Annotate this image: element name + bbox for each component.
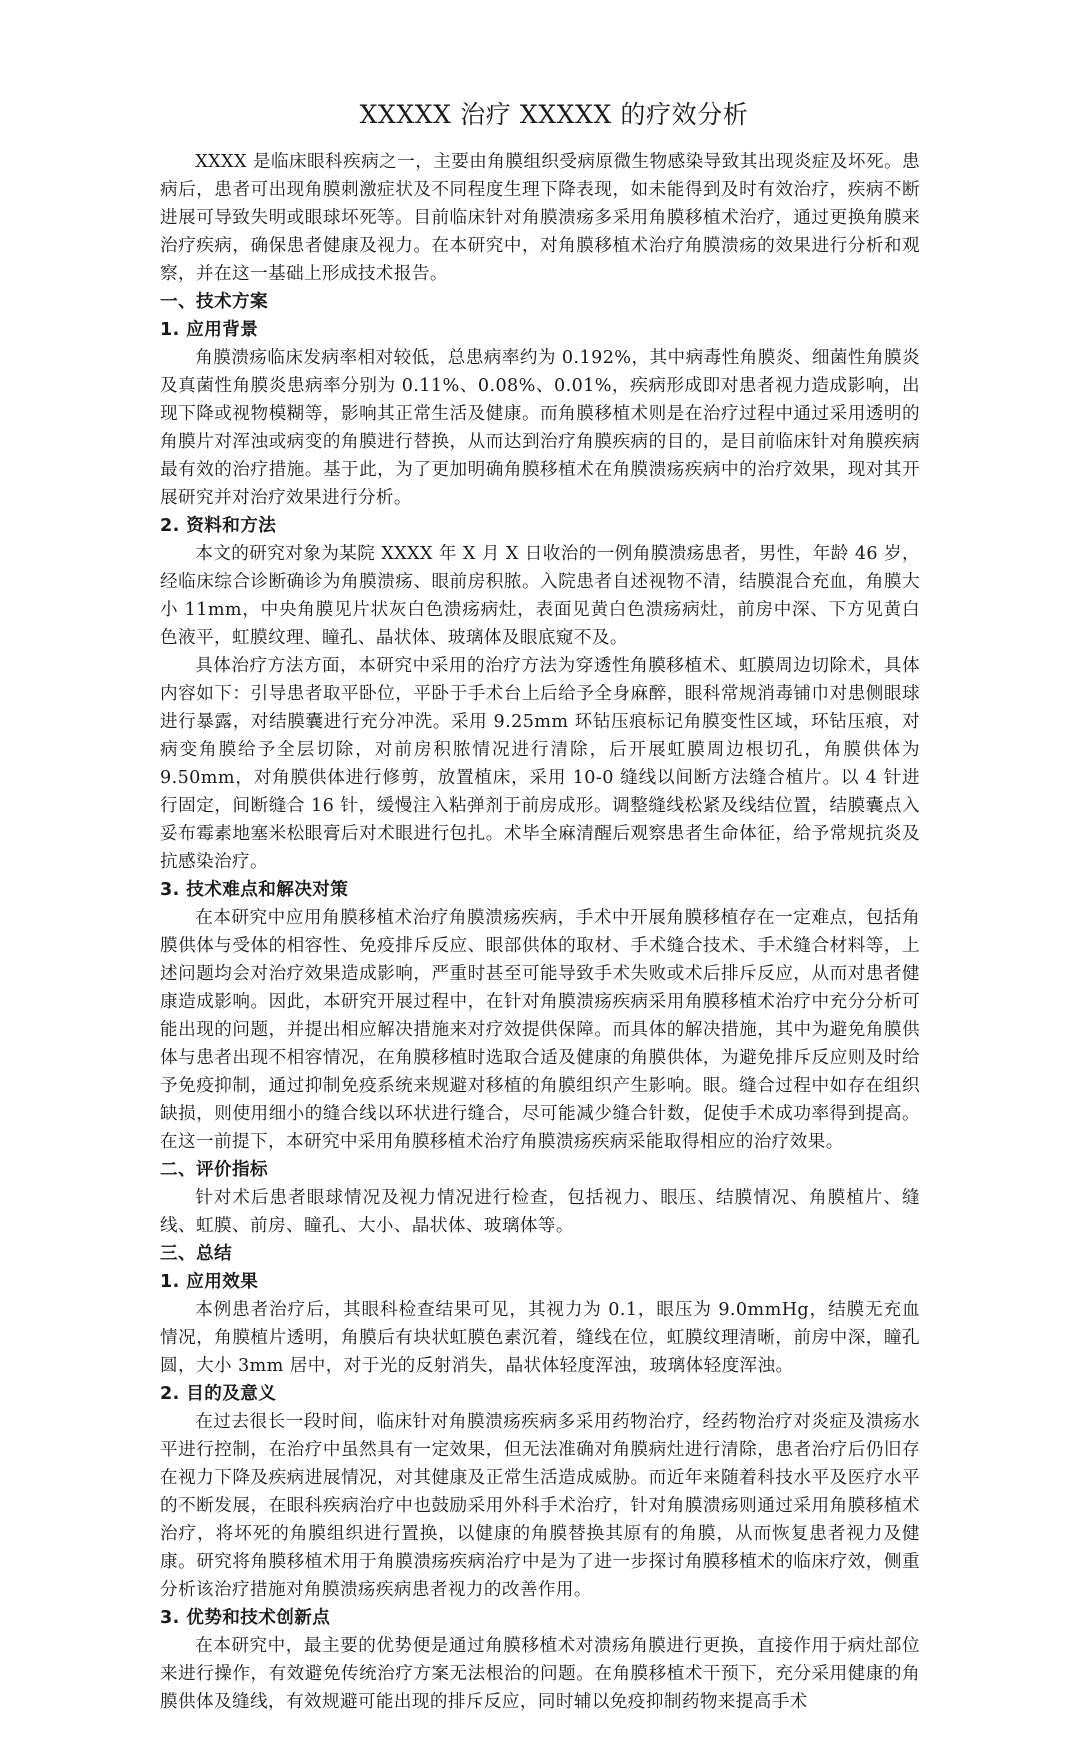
subheading-materials-methods: 2. 资料和方法 xyxy=(160,516,277,536)
subheading-purpose: 2. 目的及意义 xyxy=(160,1384,277,1404)
subheading-effect: 1. 应用效果 xyxy=(160,1272,259,1292)
intro-paragraph: XXXX 是临床眼科疾病之一，主要由角膜组织受病原微生物感染导致其出现炎症及坏死。患病后，患者可出现角膜刺激症状及不同程度生理下降表现，如未能得到及时有效治疗，疾病不断进展可导致失明或眼球坏死等。目前临床针对角膜溃疡多采用角膜移植术治疗，通过更换角膜来治疗疾病，确保患者健康及视力。在本研究中，对角膜移植术治疗角膜溃疡的效果进行分析和观察，并在这一基础上形成技术报告。 xyxy=(160,152,920,284)
paragraph-difficulties: 在本研究中应用角膜移植术治疗角膜溃疡疾病，手术中开展角膜移植存在一定难点，包括角膜供体与受体的相容性、免疫排斥反应、眼部供体的取材、手术缝合技术、手术缝合材料等，上述问题均会对治疗效果造成影响，严重时甚至可能导致手术失败或术后排斥反应，从而对患者健康造成影响。因此，本研究开展过程中，在针对角膜溃疡疾病采用角膜移植术治疗中充分分析可能出现的问题，并提出相应解决措施来对疗效提供保障。而具体的解决措施，其中为避免角膜供体与患者出现不相容情况，在角膜移植时选取合适及健康的角膜供体，为避免排斥反应则及时给予免疫抑制，通过抑制免疫系统来规避对移植的角膜组织产生影响。眼。缝合过程中如存在组织缺损，则使用细小的缝合线以环状进行缝合，尽可能减少缝合针数，促使手术成功率得到提高。在这一前提下，本研究中采用角膜移植术治疗角膜溃疡疾病采能取得相应的治疗效果。 xyxy=(160,908,920,1152)
section-heading-technical-plan: 一、技术方案 xyxy=(160,292,268,312)
paragraph-advantages: 在本研究中，最主要的优势便是通过角膜移植术对溃疡角膜进行更换，直接作用于病灶部位来进行操作，有效避免传统治疗方案无法根治的问题。在角膜移植术干预下，充分采用健康的角膜供体及缝线，有效规避可能出现的排斥反应，同时辅以免疫抑制药物来提高手术 xyxy=(160,1636,920,1712)
paragraph-treatment-method: 具体治疗方法方面，本研究中采用的治疗方法为穿透性角膜移植术、虹膜周边切除术，具体内容如下：引导患者取平卧位，平卧于手术台上后给予全身麻醉，眼科常规消毒铺巾对患侧眼球进行暴露，对结膜囊进行充分冲洗。采用 9.25mm 环钻压痕标记角膜变性区域，环钻压痕，对病变角膜给予全层切除，对前房积脓情况进行清除，后开展虹膜周边根切孔，角膜供体为 9.50mm，对角膜供体进行修剪，放置植床，采用 10-0 缝线以间断方法缝合植片。以 4 针进行固定，间断缝合 16 针，缓慢注入粘弹剂于前房成形。调整缝线松紧及线结位置，结膜囊点入妥布霉素地塞米松眼膏后对术眼进行包扎。术毕全麻清醒后观察患者生命体征，给予常规抗炎及抗感染治疗。 xyxy=(160,656,920,872)
paragraph-background: 角膜溃疡临床发病率相对较低，总患病率约为 0.192%，其中病毒性角膜炎、细菌性角膜炎及真菌性角膜炎患病率分别为 0.11%、0.08%、0.01%，疾病形成即对患者视力造成影响，出现下降或视物模糊等，影响其正常生活及健康。而角膜移植术则是在治疗过程中通过采用透明的角膜片对浑浊或病变的角膜进行替换，从而达到治疗角膜疾病的目的，是目前临床针对角膜疾病最有效的治疗措施。基于此，为了更加明确角膜移植术在角膜溃疡疾病中的治疗效果，现对其开展研究并对治疗效果进行分析。 xyxy=(160,348,920,508)
paragraph-patient: 本文的研究对象为某院 XXXX 年 X 月 X 日收治的一例角膜溃疡患者，男性，年龄 46 岁，经临床综合诊断确诊为角膜溃疡、眼前房积脓。入院患者自述视物不清，结膜混合充血，角膜大小 11mm，中央角膜见片状灰白色溃疡病灶，表面见黄白色溃疡病灶，前房中深、下方见黄白色液平，虹膜纹理、瞳孔、晶状体、玻璃体及眼底窥不及。 xyxy=(160,544,920,648)
document-title: XXXXX 治疗 XXXXX 的疗效分析 xyxy=(359,100,749,129)
paragraph-evaluation: 针对术后患者眼球情况及视力情况进行检查，包括视力、眼压、结膜情况、角膜植片、缝线、虹膜、前房、瞳孔、大小、晶状体、玻璃体等。 xyxy=(160,1188,920,1236)
paragraph-effect: 本例患者治疗后，其眼科检查结果可见，其视力为 0.1，眼压为 9.0mmHg，结膜无充血情况，角膜植片透明，角膜后有块状虹膜色素沉着，缝线在位，虹膜纹理清晰，前房中深，瞳孔圆，大小 3mm 居中，对于光的反射消失，晶状体轻度浑浊，玻璃体轻度浑浊。 xyxy=(160,1300,920,1376)
paragraph-purpose: 在过去很长一段时间，临床针对角膜溃疡疾病多采用药物治疗，经药物治疗对炎症及溃疡水平进行控制，在治疗中虽然具有一定效果，但无法准确对角膜病灶进行清除，患者治疗后仍旧存在视力下降及疾病进展情况，对其健康及正常生活造成威胁。而近年来随着科技水平及医疗水平的不断发展，在眼科疾病治疗中也鼓励采用外科手术治疗，针对角膜溃疡则通过采用角膜移植术治疗，将坏死的角膜组织进行置换，以健康的角膜替换其原有的角膜，从而恢复患者视力及健康。研究将角膜移植术用于角膜溃疡疾病治疗中是为了进一步探讨角膜移植术的临床疗效，侧重分析该治疗措施对角膜溃疡疾病患者视力的改善作用。 xyxy=(160,1412,920,1600)
section-heading-summary: 三、总结 xyxy=(160,1244,232,1264)
document-page xyxy=(160,98,920,1716)
subheading-background: 1. 应用背景 xyxy=(160,320,259,340)
section-heading-evaluation: 二、评价指标 xyxy=(160,1160,268,1180)
subheading-difficulties: 3. 技术难点和解决对策 xyxy=(160,880,349,900)
subheading-advantages: 3. 优势和技术创新点 xyxy=(160,1608,331,1628)
